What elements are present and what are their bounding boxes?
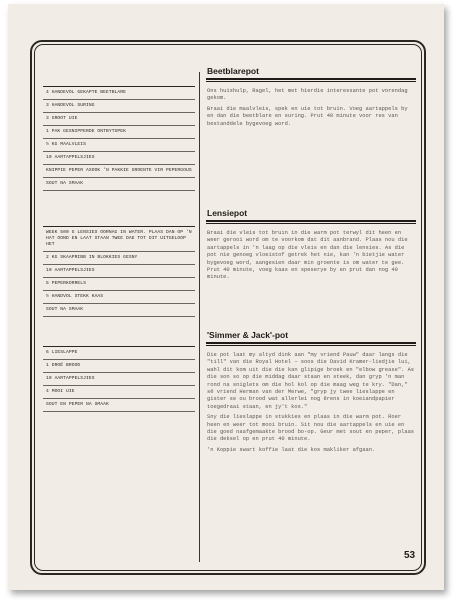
method-paragraph: Braai die vleis tot bruin in die warm pot terwyl dit heen en weer gerooi word om te voorkom dat dit aanbrand. Plaas nou die aartappels in 'n laag op die vleis en dan die lensies. As die pot nie genoeg vloeistof getrek het nie, kan 'n bietjie water bygevoeg word, aangesien daar min groente is om water te gee. Prut 40 minute, voeg kaas en speserye by en prut dan nog 40 minute.: [207, 230, 408, 281]
ingredient-item: 10 AARTAPPELSJIES: [43, 265, 195, 278]
ingredient-item: 3 GROOT UIE: [43, 113, 195, 126]
title-rule-thick: [206, 342, 416, 344]
column-divider: [199, 72, 200, 562]
ingredient-item: KNIPPIE PEPER ASOOK 'N PAKKIE GROENTE VIR PEPERGOUS: [43, 165, 195, 178]
title-rule-thick: [206, 78, 416, 80]
recipe-simmer-jack-pot: [206, 330, 416, 457]
ingredient-item: SOUT NA SMAAK: [43, 178, 195, 191]
ingredient-item: 4 HANDEVOL GEKAPTE BEETBLARE: [43, 87, 195, 100]
ingredients-list-beetblarepot: [43, 86, 195, 191]
title-rule-thin: [206, 81, 416, 82]
page-number: 53: [404, 550, 416, 561]
ingredient-item: SOUT EN PEPER NA SMAAK: [43, 399, 195, 412]
ingredient-item: 3 HANDEVOL SURING: [43, 100, 195, 113]
method-paragraph: Braai die maalvleis, spek en uie tot bruin. Voeg aartappels by en dan die beetblare en suring. Prut 40 minute voor res van bestanddele bygevoeg word.: [207, 105, 408, 127]
ingredient-item: ½ HANDVOL STEKK KAAS: [43, 291, 195, 304]
ingredient-item: 1 PAK GESNIPPERDE ONTBYTSPEK: [43, 126, 195, 139]
recipe-title: Beetblarepot: [207, 66, 259, 76]
title-rule-thin: [206, 345, 416, 346]
method-paragraph: Sny die lieslappe in stukkies en plaas in die warm pot. Roer heen en weer tot mooi bruin. Sit nou die aartappels en uie en die goed naafgemaakte brood bo-op. Geur met sout en peper, plaas die deksel op en prut 40 minute.: [207, 414, 415, 443]
ingredients-list-simmer-jack-pot: [43, 346, 195, 412]
method-paragraph: Ons huishulp, Ragel, het met hierdie interessante pot vorendag gekom.: [207, 88, 408, 102]
ingredient-item: 6 LIESLAPPE: [43, 347, 195, 360]
recipe-lensiepot: [206, 208, 416, 285]
ingredient-item: 5 PEPERKORRELS: [43, 278, 195, 291]
ingredient-item: SOUT NA SMAAK: [43, 304, 195, 317]
recipe-title: 'Simmer & Jack'-pot: [207, 330, 289, 340]
recipe-title: Lensiepot: [207, 208, 248, 218]
recipe-beetblarepot: [206, 66, 416, 131]
title-rule-thick: [206, 220, 416, 222]
ingredient-item: 10 AARTAPPELSJIES: [43, 373, 195, 386]
method-paragraph: 'n Koppie swart koffie laat die kos makliker afgaan.: [207, 446, 376, 453]
ingredient-item: 4 MOOI UIE: [43, 386, 195, 399]
ingredient-item: 10 AARTAPPELSJIES: [43, 152, 195, 165]
method-paragraph: Die pot laat my altyd dink aan "my vriend Pauw" daar langs die "till" van die Royal Hotel – soos die David Kramer-liedjie lui, wahl dit kom uit die die kan glipige broek en "elbow grease". As die son so op die middag daar staan en steek, dan gryp 'n man rond na sniglets om die hol kol op die maag weg te kry. "Dan," sê vriend Herman van der Merwe, "gryp jy twee lieslappe en gister se ou brood wat allerlei nog êrens in koeiandpapier toegedraai staan, en jy't kos.": [207, 352, 415, 410]
ingredient-item: WEEK 500 G LENSIES OORNAG IN WATER. PLAAS DAN OP 'N HAT OOND EN LAAT STAAN TWEE DAE TOT DIT UITGELOOP HET: [43, 227, 195, 252]
title-rule-thin: [206, 223, 416, 224]
ingredient-item: 2 KG SKAAPRIBB IN BLOKKIES GESNY: [43, 252, 195, 265]
ingredient-item: ½ KG MAALVLEIS: [43, 139, 195, 152]
ingredient-item: 1 DROË BROOD: [43, 360, 195, 373]
ingredients-list-lensiepot: [43, 226, 195, 317]
